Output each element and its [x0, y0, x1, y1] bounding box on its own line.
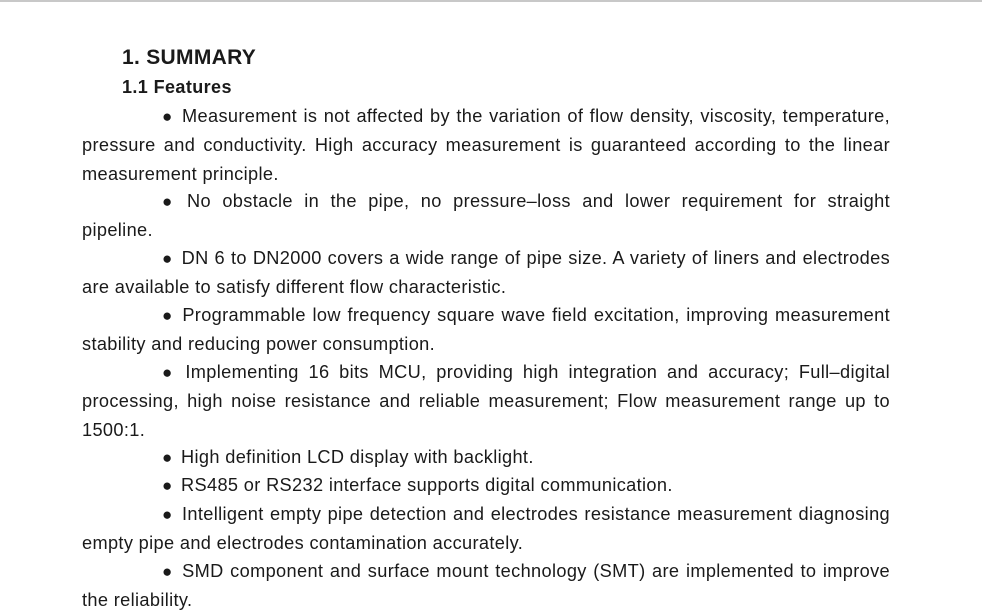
- bullet-icon: ●: [162, 476, 173, 495]
- feature-item-6: [82, 443, 890, 472]
- feature-text: DN 6 to DN2000 covers a wide range of pipe size. A variety of liners and electrodes are available to satisfy different flow characteristic.: [82, 248, 891, 298]
- bullet-icon: ●: [162, 249, 173, 268]
- bullet-icon: ●: [162, 448, 173, 467]
- bullet-icon: ●: [162, 306, 173, 325]
- bullet-icon: ●: [162, 107, 173, 126]
- feature-item-3: [82, 244, 890, 302]
- feature-text: High definition LCD display with backlight.: [181, 447, 534, 467]
- feature-text: SMD component and surface mount technology (SMT) are implemented to improve the reliability.: [82, 561, 890, 611]
- feature-item-9: [82, 557, 890, 615]
- feature-item-1: [82, 102, 890, 188]
- bullet-icon: ●: [162, 363, 173, 382]
- feature-text: Programmable low frequency square wave field excitation, improving measurement stability and reducing power consumption.: [82, 305, 890, 355]
- feature-item-5: [82, 358, 890, 444]
- top-divider: [0, 0, 982, 2]
- bullet-icon: ●: [162, 562, 173, 581]
- feature-text: Intelligent empty pipe detection and electrodes resistance measurement diagnosing empty pipe and electrodes contamination accurately.: [82, 504, 890, 554]
- feature-item-4: [82, 301, 890, 359]
- feature-item-8: [82, 500, 890, 558]
- section-heading: 1. SUMMARY: [122, 46, 257, 69]
- feature-text: No obstacle in the pipe, no pressure–loss and lower requirement for straight pipeline.: [82, 191, 890, 241]
- feature-text: Measurement is not affected by the variation of flow density, viscosity, temperature, pressure and conductivity. High accuracy measurement is guaranteed according to the linear measurement principle.: [82, 106, 890, 184]
- feature-text: RS485 or RS232 interface supports digital communication.: [181, 475, 673, 495]
- feature-item-7: [82, 471, 890, 500]
- bullet-icon: ●: [162, 505, 173, 524]
- feature-item-2: [82, 187, 890, 245]
- feature-text: Implementing 16 bits MCU, providing high integration and accuracy; Full–digital processing, high noise resistance and reliable measurement; Flow measurement range up to 1500:1.: [82, 362, 890, 440]
- subsection-heading: 1.1 Features: [122, 77, 232, 97]
- bullet-icon: ●: [162, 192, 173, 211]
